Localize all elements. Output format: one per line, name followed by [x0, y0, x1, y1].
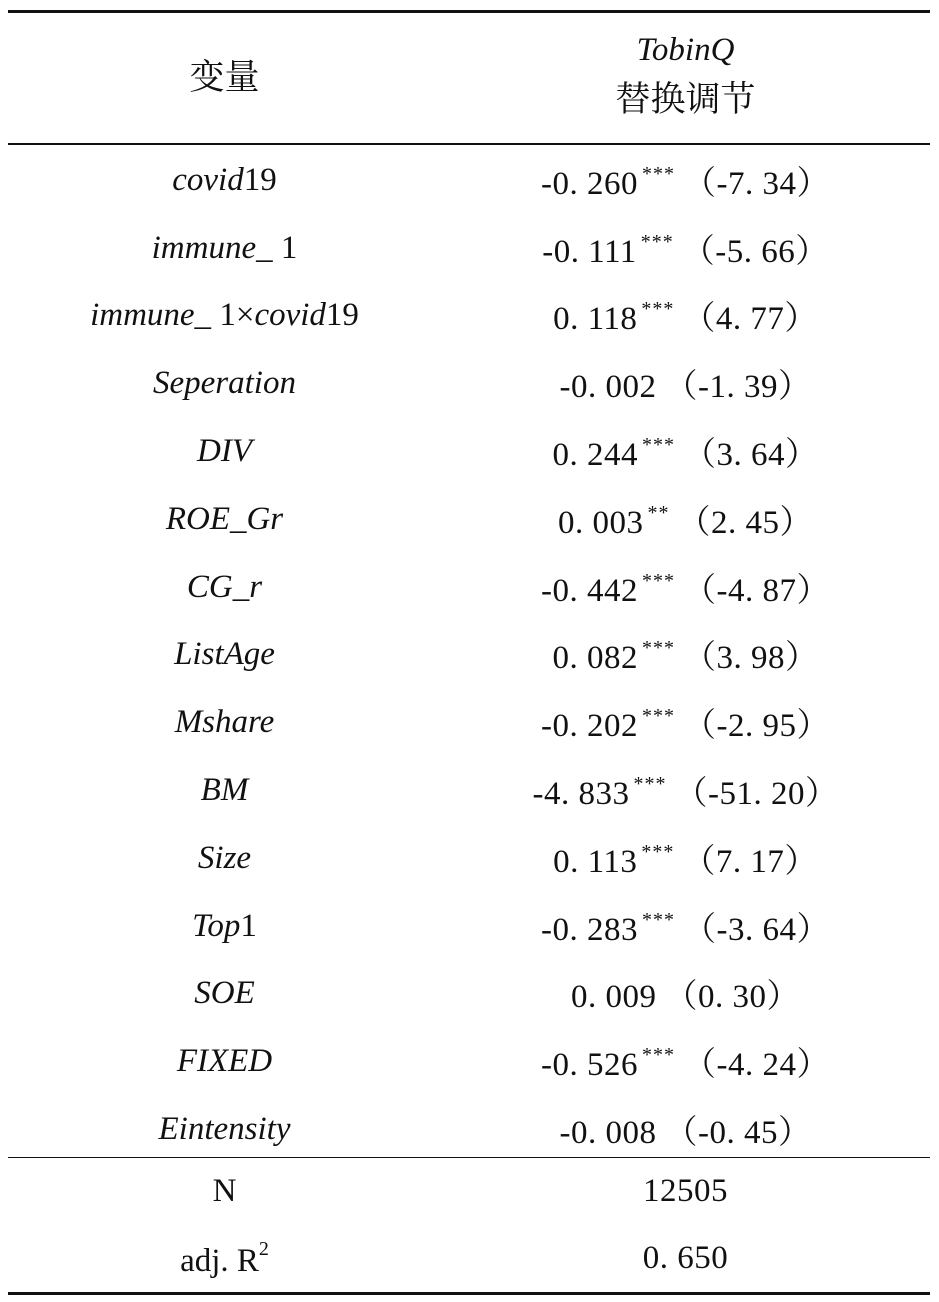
t-statistic: （0. 30） — [664, 979, 800, 1016]
coefficient-cell — [441, 699, 930, 746]
variable-name — [8, 975, 441, 1012]
observations-label: N — [212, 1173, 237, 1209]
variable-name — [8, 501, 441, 538]
table-row — [8, 350, 930, 418]
adj-r2-value: 0. 650 — [642, 1240, 729, 1276]
table-row — [8, 757, 930, 825]
variable-name-italic: Mshare — [174, 704, 275, 741]
coefficient-value: 0. 009 — [571, 979, 657, 1016]
variable-name-italic: SOE — [194, 975, 255, 1012]
t-statistic: （-3. 64） — [683, 911, 830, 948]
t-statistic: （-4. 87） — [683, 572, 830, 609]
significance-stars: *** — [642, 569, 675, 592]
table-row — [8, 824, 930, 892]
coefficient-cell — [441, 360, 930, 407]
coefficient-cell — [441, 292, 930, 339]
t-statistic: （-51. 20） — [674, 776, 839, 813]
t-statistic: （-1. 39） — [664, 369, 812, 406]
table-row — [8, 1096, 930, 1164]
table-row — [8, 214, 930, 282]
table-row — [8, 892, 930, 960]
t-statistic: （-4. 24） — [683, 1047, 830, 1084]
variable-name — [8, 433, 441, 470]
coefficient-value: -0. 260 — [541, 165, 638, 202]
t-statistic: （-2. 95） — [683, 708, 830, 745]
significance-stars: *** — [642, 637, 675, 660]
table-row — [8, 553, 930, 621]
variable-name-italic: Top — [192, 907, 241, 944]
variable-column-header: 变量 — [189, 58, 260, 97]
coefficient-cell — [441, 1106, 930, 1153]
coefficient-value: -0. 008 — [559, 1115, 657, 1152]
significance-stars: *** — [642, 162, 675, 185]
variable-name-italic: Eintensity — [158, 1111, 291, 1148]
model-label: 替换调节 — [615, 80, 756, 119]
coefficient-cell — [441, 225, 930, 272]
coefficient-cell — [441, 767, 930, 814]
t-statistic: （2. 45） — [677, 504, 813, 541]
significance-stars: *** — [642, 1044, 675, 1067]
variable-name — [8, 569, 441, 606]
coefficient-value: 0. 244 — [552, 437, 638, 474]
significance-stars: *** — [642, 705, 675, 728]
variable-name-suffix: 19 — [243, 161, 277, 198]
coefficient-cell — [441, 835, 930, 882]
model-column-header — [441, 13, 930, 143]
variable-name-italic: immune_ — [151, 229, 273, 266]
variable-name — [8, 162, 441, 199]
variable-name-italic-extra: covid — [254, 297, 326, 334]
coefficient-cell — [441, 157, 930, 204]
significance-stars: *** — [641, 840, 675, 863]
coefficient-cell — [441, 496, 930, 543]
coefficient-cell — [441, 428, 930, 475]
table-row — [8, 485, 930, 553]
coefficient-cell — [441, 970, 930, 1017]
coefficient-value: -0. 526 — [541, 1047, 638, 1084]
coefficient-cell — [441, 1038, 930, 1085]
table-footer — [8, 1158, 930, 1292]
t-statistic: （-0. 45） — [664, 1115, 812, 1152]
variable-name — [8, 1043, 441, 1080]
variable-name-italic: covid — [172, 161, 244, 198]
table-row — [8, 689, 930, 757]
coefficient-value: -0. 002 — [559, 369, 657, 406]
variable-name-suffix: 1 — [240, 907, 257, 944]
variable-name-italic: CG_r — [186, 568, 263, 605]
observations-value: 12505 — [643, 1173, 728, 1209]
coefficient-cell — [441, 903, 930, 950]
coefficient-value: -4. 833 — [532, 776, 630, 813]
table-row — [8, 960, 930, 1028]
significance-stars: *** — [642, 908, 675, 931]
coefficient-cell — [441, 631, 930, 678]
coefficient-value: -0. 442 — [541, 572, 638, 609]
coefficient-value: -0. 111 — [542, 233, 637, 270]
variable-name — [8, 365, 441, 402]
table-header — [8, 13, 930, 143]
variable-name — [8, 840, 441, 877]
variable-name — [8, 704, 441, 741]
adj-r2-label-text: adj. R — [180, 1242, 259, 1279]
variable-name-italic: ROE_Gr — [165, 500, 284, 537]
table-row — [8, 621, 930, 689]
t-statistic: （7. 17） — [682, 843, 818, 880]
significance-stars: *** — [640, 230, 674, 253]
table-row — [8, 147, 930, 215]
table-row — [8, 418, 930, 486]
coefficient-value: -0. 283 — [541, 911, 638, 948]
coefficient-value: 0. 118 — [553, 301, 638, 338]
t-statistic: （-7. 34） — [683, 165, 830, 202]
significance-stars: ** — [647, 501, 670, 524]
variable-name — [8, 908, 441, 945]
observations-row — [8, 1158, 930, 1225]
variable-name-italic: Seperation — [153, 365, 296, 402]
significance-stars: *** — [641, 298, 675, 321]
variable-name — [8, 1111, 441, 1148]
t-statistic: （-5. 66） — [681, 233, 829, 270]
coefficient-cell — [441, 564, 930, 611]
adj-r2-label — [8, 1238, 441, 1280]
variable-name-italic: DIV — [197, 433, 252, 470]
dependent-variable-label: TobinQ — [636, 32, 735, 68]
variable-name-suffix: 1× — [211, 297, 255, 334]
t-statistic: （3. 98） — [683, 640, 819, 677]
variable-name-italic: immune_ — [90, 297, 212, 334]
table-row — [8, 1028, 930, 1096]
variable-name — [8, 772, 441, 809]
regression-table — [8, 10, 930, 1295]
coefficient-value: -0. 202 — [541, 708, 638, 745]
coefficient-value: 0. 113 — [553, 843, 638, 880]
adj-r2-row — [8, 1225, 930, 1292]
variable-name-suffix-extra: 19 — [325, 297, 359, 334]
bottom-rule — [8, 1292, 930, 1295]
significance-stars: *** — [633, 773, 667, 796]
variable-name — [8, 636, 441, 673]
t-statistic: （4. 77） — [682, 301, 818, 338]
variable-name — [8, 230, 441, 267]
variable-name-italic: ListAge — [174, 636, 275, 673]
variable-name-suffix: 1 — [272, 229, 298, 266]
coefficient-value: 0. 003 — [558, 504, 644, 541]
variable-name-italic: Size — [197, 839, 252, 876]
variable-name — [8, 297, 441, 334]
variable-name-italic: FIXED — [176, 1043, 273, 1080]
coefficient-rows — [8, 147, 930, 1164]
significance-stars: *** — [642, 434, 675, 457]
variable-name-italic: BM — [200, 772, 249, 809]
table-row — [8, 282, 930, 350]
t-statistic: （3. 64） — [683, 437, 819, 474]
coefficient-value: 0. 082 — [552, 640, 638, 677]
adj-r2-superscript: 2 — [258, 1237, 269, 1260]
